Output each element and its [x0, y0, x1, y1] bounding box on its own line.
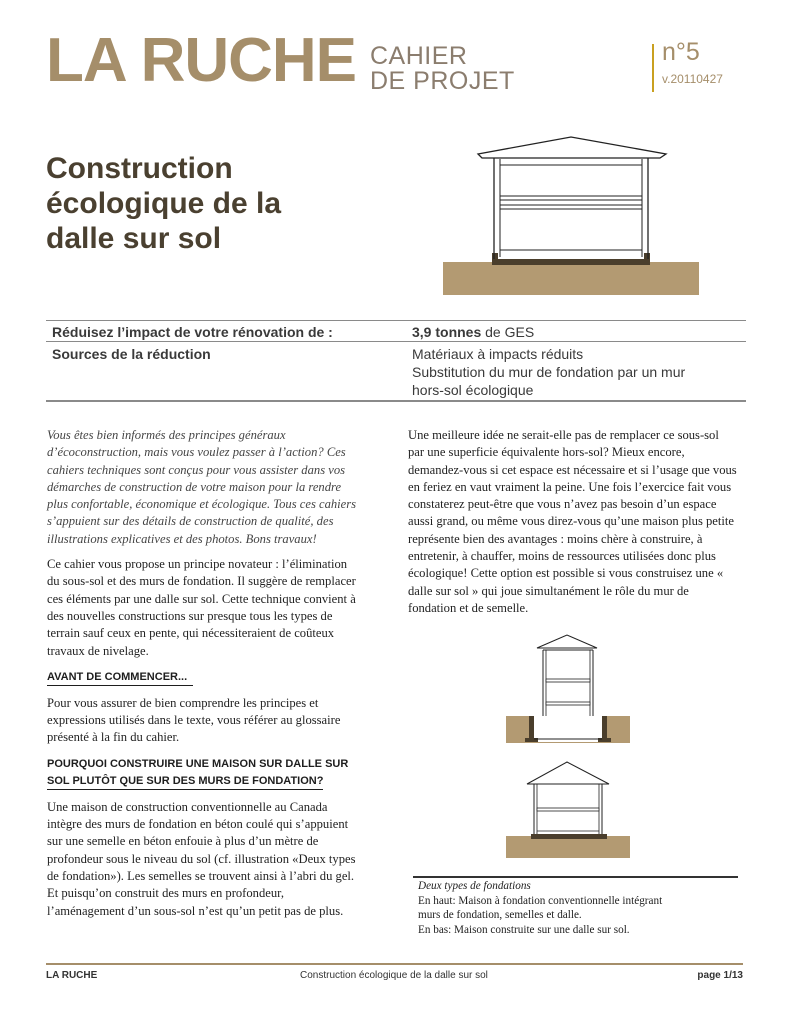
caption-line-1: En haut: Maison à fondation conventionnelle intégrant — [418, 894, 663, 907]
title-line-3: dalle sur sol — [46, 222, 222, 255]
caption-title: Deux types de fondations — [418, 880, 531, 892]
section-heading-line-1: POURQUOI CONSTRUIRE UNE MAISON SUR DALLE SUR — [47, 757, 349, 770]
table-bottom-rule — [46, 400, 746, 402]
section-heading-rule — [47, 685, 193, 686]
title-line-1: Construction — [46, 152, 233, 185]
footer-rule — [46, 963, 743, 965]
footer-title: Construction écologique de la dalle sur sol — [300, 970, 488, 981]
section-heading-pourquoi — [47, 757, 350, 790]
section-heading-avant — [47, 670, 193, 686]
sources-value — [412, 345, 685, 399]
paragraph: Une maison de construction conventionnelle au Canada intègre des murs de fondation en béton coulé qui s’appuient sur une semelle en béton enfouie à plus d’un mètre de profondeur sous le niveau du sol (cf. illustration «Deux types de fondation»). Les semelles se trouvent ainsi à l’abri du gel. Et puisqu’on construit des murs en profondeur, l’aménagement d’un sous-sol n’est qu’un petit pas de plus. — [47, 799, 356, 918]
header-divider — [652, 44, 654, 92]
caption-line-2: murs de fondation, semelles et dalle. — [418, 909, 582, 921]
intro-paragraph: Vous êtes bien informés des principes généraux d’écoconstruction, mais vous voulez passer à l’action? Ces cahiers techniques sont conçus pour vous assister dans vos démarches de construction de votre maison pour la rendre plus confortable, économique et écologique. Tous ces cahiers s’appuient sur des détails de construction de qualité, des illustrations explicatives et des photos. Bons travaux! — [47, 428, 357, 546]
table-mid-rule — [46, 341, 746, 342]
figure-caption — [418, 879, 738, 937]
page-number: page 1/13 — [697, 970, 743, 981]
reduction-value-unit: de GES — [481, 324, 535, 340]
paragraph: Ce cahier vous propose un principe novateur : l’élimination du sous-sol et des murs de fondation. Il suggère de remplacer ces éléments par une dalle sur sol. Cette technique convient à des nouvelles constructions sur presque tous les types de terrain sauf ceux en pente, qui nécessiteraient de coûteux travaux de nivelage. — [47, 557, 356, 658]
brand-logo: LA RUCHE — [46, 26, 357, 95]
paragraph: Une meilleure idée ne serait-elle pas de remplacer ce sous-sol par une superficie équivalente hors-sol? Mieux encore, demandez-vous si cet espace est nécessaire et si l’usage que vous en feriez en vaut vraiment la peine. Une fois l’exercice fait vous constaterez peut-être que vous n’avez pas besoin d’un espace aussi grand, ou même vous direz-vous qu’une maison plus petite représente bien des avantages : moins chère à construire, à entretenir, à chauffer, moins de ressources utilisées donc plus écologique! Cette option est possible si vous construisez une « dalle sur sol » qui joue simultanément le rôle du mur de fondation et de semelle. — [408, 428, 737, 615]
paragraph: Pour vous assurer de bien comprendre les principes et expressions utilisés dans le texte, vous référer au glossaire présenté à la fin du cahier. — [47, 695, 341, 745]
sources-line-2: Substitution du mur de fondation par un mur — [412, 364, 686, 380]
sources-label: Sources de la réduction — [52, 346, 211, 362]
cahier-label — [370, 44, 515, 94]
sources-line-3: hors-sol écologique — [412, 382, 534, 398]
right-column — [408, 427, 738, 617]
house-illustration-basement — [505, 632, 631, 744]
title-line-2: écologique de la — [46, 187, 282, 220]
house-illustration-slab — [505, 754, 631, 860]
reduction-value-amount: 3,9 tonnes — [412, 324, 482, 340]
house-illustration-top — [440, 135, 702, 297]
cahier-line-2: DE PROJET — [370, 67, 515, 95]
section-heading-line-2: SOL PLUTÔT QUE SUR DES MURS DE FONDATION? — [47, 774, 323, 790]
reduction-label: Réduisez l’impact de votre rénovation de : — [52, 324, 333, 340]
sources-line-1: Matériaux à impacts réduits — [412, 346, 584, 362]
table-top-rule — [46, 320, 746, 321]
footer-brand: LA RUCHE — [46, 970, 98, 981]
section-heading-text: AVANT DE COMMENCER... — [47, 670, 188, 683]
caption-line-3: En bas: Maison construite sur une dalle sur sol. — [418, 923, 630, 936]
issue-number: n°5 — [662, 38, 700, 66]
reduction-value — [412, 323, 534, 341]
page-title — [46, 151, 336, 256]
caption-rule — [413, 876, 738, 878]
left-column — [47, 427, 360, 920]
version-label: v.20110427 — [662, 72, 723, 86]
cahier-line-1: CAHIER — [370, 42, 468, 70]
